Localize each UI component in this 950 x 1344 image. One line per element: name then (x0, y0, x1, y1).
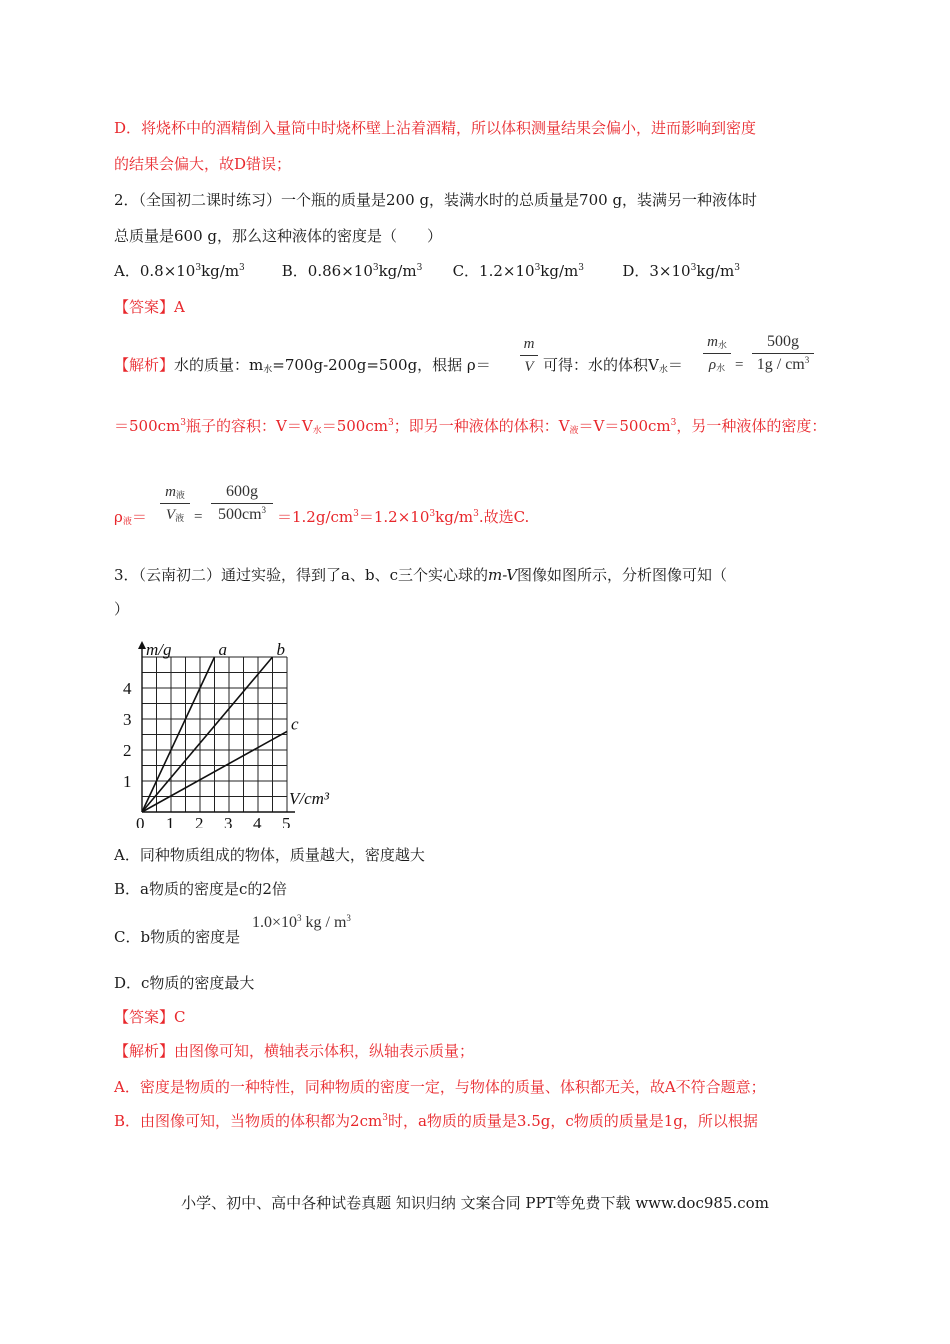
liquid-density-value-fraction: 600g $500cm^3$ (211, 482, 273, 525)
chart-grid (142, 657, 287, 812)
q3-explanation-line-1: 【解析】由图像可知，横轴表示体积，纵轴表示质量； (114, 1042, 475, 1060)
q2-options (114, 260, 740, 282)
q3-option-c: C．b物质的密度是 (114, 928, 241, 946)
q2-explanation-line-1b: 可得：水的体积$V_水=$ (543, 356, 683, 375)
y-tick-label: 2 (123, 741, 132, 760)
series-label-a: a (218, 640, 227, 659)
rho-formula-fraction: m V (520, 334, 538, 377)
x-axis-label: V/cm³ (289, 789, 330, 808)
y-axis-label: m/g (146, 640, 172, 659)
q3-explanation-a: A．密度是物质的一种特性，同种物质的密度一定，与物体的质量、体积都无关，故A不符合题意； (114, 1078, 766, 1096)
y-tick-label: 3 (123, 710, 132, 729)
q2-explanation-line-3b: $=1.2g/cm^3=1.2\times 10^3kg/m^3$.故选C. (277, 508, 530, 526)
equals-sign-2: = (194, 509, 203, 525)
q3-option-d: D．c物质的密度最大 (114, 974, 255, 992)
q2-option-d: D．$3\times 10^3kg/m^3$ (622, 262, 741, 280)
q3-option-a: A．同种物质组成的物体，质量越大，密度越大 (114, 846, 425, 864)
q3-option-b: B．a物质的密度是c的2倍 (114, 880, 287, 898)
prev-option-d-line-1: D．将烧杯中的酒精倒入量筒中时烧杯壁上沾着酒精，所以体积测量结果会偏小，进而影响到密度 (114, 119, 757, 137)
q3-option-c-value: $1.0\times 10^3$ kg / $m^3$ (252, 913, 351, 931)
x-tick-label: 4 (253, 814, 262, 828)
q2-option-a: A．$0.8\times 10^3kg/m^3$ (114, 262, 245, 280)
x-tick-label: 3 (224, 814, 233, 828)
q3-explanation-b: B．由图像可知，当物质的体积都为$2cm^3$时，a物质的质量是3.5g，c物质的质量是1g，所以根据 (114, 1112, 758, 1130)
y-tick-label: 1 (123, 772, 132, 791)
q2-option-b: B．$0.86\times 10^3kg/m^3$ (281, 262, 423, 280)
x-tick-label: 5 (282, 814, 291, 828)
m-v-chart (112, 632, 352, 828)
x-tick-label: 1 (166, 814, 175, 828)
chart-axes (138, 641, 295, 812)
q2-option-c: C．$1.2\times 10^3kg/m^3$ (452, 262, 584, 280)
y-tick-label: 4 (123, 679, 132, 698)
series-label-b: b (276, 640, 285, 659)
q3-stem-line-2: ） (114, 600, 130, 618)
page-footer: 小学、初中、高中各种试卷真题 知识归纳 文案合同 PPT等免费下载 www.doc985.com (181, 1194, 769, 1212)
q2-explanation-line-3a: $\rho_液=$ (114, 508, 147, 527)
y-axis-arrow (138, 641, 146, 649)
q2-answer: 【答案】A (114, 298, 185, 316)
q3-answer: 【答案】C (114, 1008, 186, 1026)
water-volume-fraction: $m_水$ $\rho_水$ (703, 332, 731, 375)
q3-stem-line-1: 3．（云南初二）通过实验，得到了a、b、c三个实心球的m-V图像如图所示，分析图像可知（ (114, 566, 728, 584)
q2-explanation-line-1: 【解析】水的质量：$m_水=700g-200g=500g$，根据 ρ＝ (114, 356, 491, 375)
q2-explanation-line-2: $=500cm^3$瓶子的容积：$V=V_水=500cm^3$；即另一种液体的体积：$V_液=V=500cm^3$，另一种液体的密度： (114, 417, 827, 436)
water-volume-value-fraction: 500g $1g / cm^3$ (752, 332, 814, 375)
liquid-density-fraction: $m_液$ $V_液$ (160, 482, 190, 525)
x-tick-label: 2 (195, 814, 204, 828)
q2-stem-line-1: 2．（全国初二课时练习）一个瓶的质量是200 g，装满水时的总质量是700 g，装满另一种液体时 (114, 191, 758, 209)
equals-sign: = (735, 357, 744, 373)
q2-stem-line-2: 总质量是600 g，那么这种液体的密度是（ ） (114, 227, 443, 245)
series-label-c: c (291, 714, 299, 734)
prev-option-d-line-2: 的结果会偏大，故D错误； (114, 155, 292, 173)
x-tick-label: 0 (136, 814, 145, 828)
